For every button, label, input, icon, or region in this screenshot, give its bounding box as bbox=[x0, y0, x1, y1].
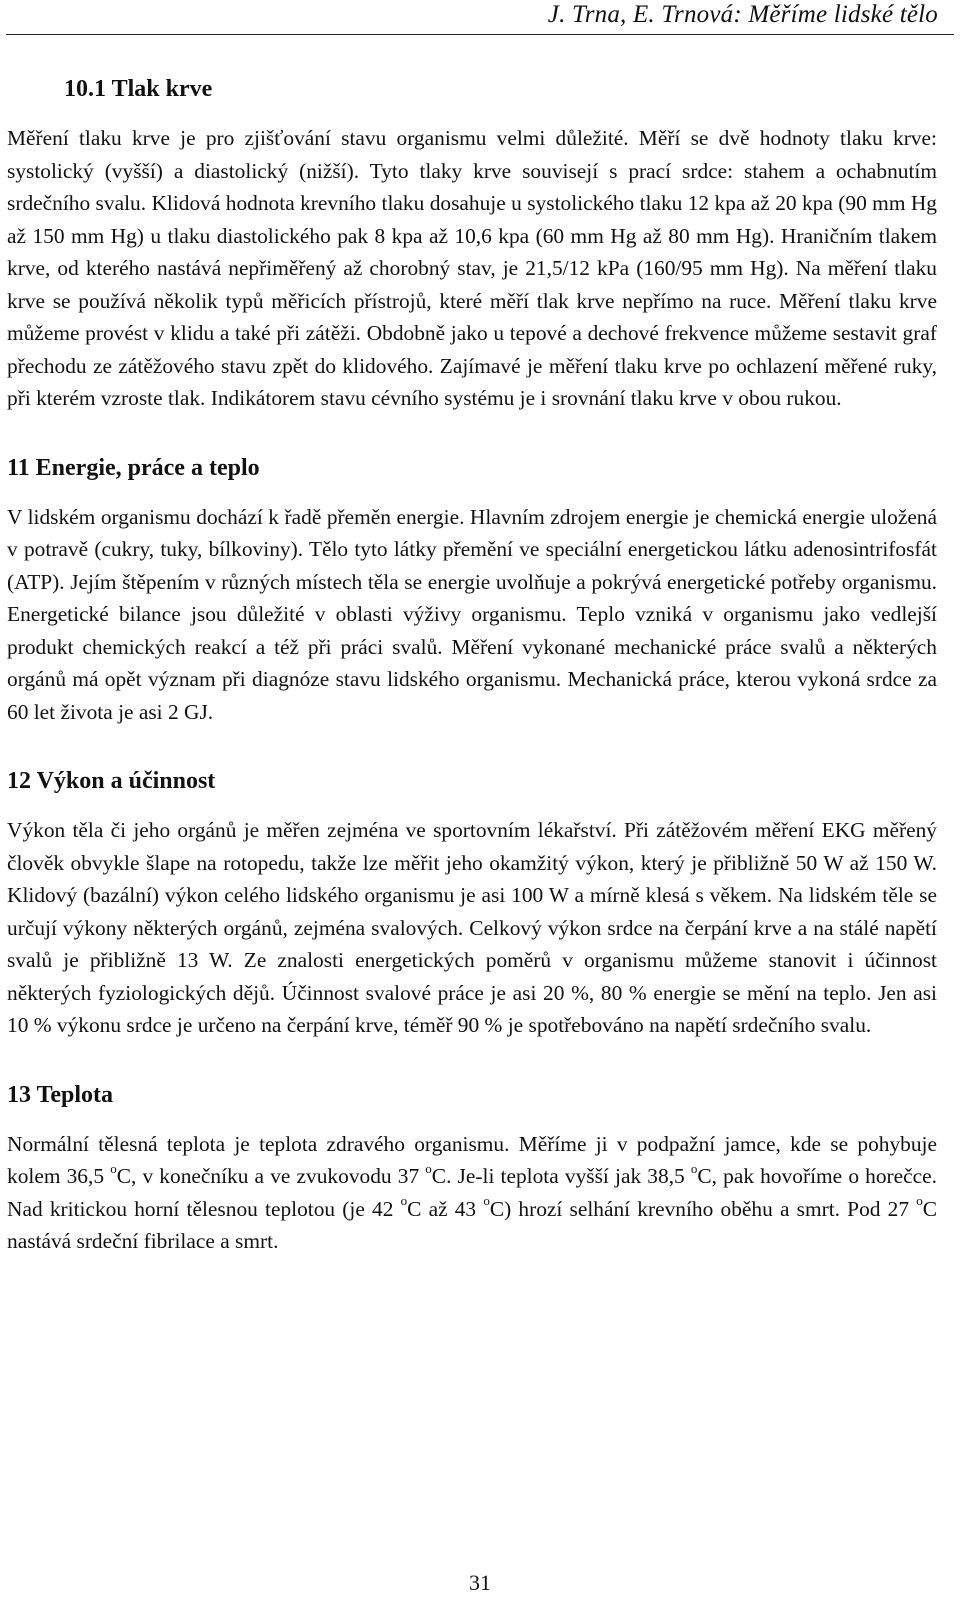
degree-mark: o bbox=[425, 1160, 432, 1176]
degree-mark: o bbox=[916, 1193, 923, 1209]
subsection-title-blood-pressure: 10.1 Tlak krve bbox=[64, 76, 213, 102]
paragraph-temperature bbox=[7, 1128, 937, 1258]
temperature-text-2: C, v konečníku a ve zvukovodu 37 bbox=[116, 1164, 426, 1188]
degree-mark: o bbox=[690, 1160, 698, 1176]
degree-mark: o bbox=[110, 1160, 117, 1176]
header-rule bbox=[6, 34, 954, 35]
section-title-temperature: 13 Teplota bbox=[7, 1081, 114, 1108]
temperature-text-3: C. Je-li teplota vyšší jak 38,5 bbox=[431, 1164, 691, 1188]
section-title-power: 12 Výkon a účinnost bbox=[7, 768, 216, 794]
temperature-text-5: C až 43 bbox=[407, 1196, 484, 1221]
temperature-text-4: C, pak hovoříme o horečce. Nad kritickou horní tělesnou teplotou (je 42 bbox=[7, 1164, 937, 1221]
temperature-text-1: Normální tělesná teplota je teplota zdravého organismu. Měříme ji v podpažní jamce, kde se pohybuje kolem 36,5 bbox=[7, 1131, 937, 1188]
page-content bbox=[7, 74, 937, 1258]
page-number: 31 bbox=[469, 1570, 491, 1595]
degree-mark: o bbox=[483, 1193, 490, 1209]
paragraph-blood-pressure: Měření tlaku krve je pro zjišťování stavu organismu velmi důležité. Měří se dvě hodnoty tlaku krve: systolický (vyšší) a diastolický (nižší). Tyto tlaky krve souvisejí s prací srdce: stahem a ochabnutím srdečního svalu. Klidová hodnota krevního tlaku dosahuje u systolického tlaku 12 kpa až 20 kpa (90 mm Hg až 150 mm Hg) u tlaku diastolického pak 8 kpa až 10,6 kpa (60 mm Hg až 80 mm Hg). Hraničním tlakem krve, od kterého nastává nepřiměřený až chorobný stav, je 21,5/12 kPa (160/95 mm Hg). Na měření tlaku krve se používá několik typů měřicích přístrojů, které měří tlak krve nepřímo na ruce. Měření tlaku krve můžeme provést v klidu a také při zátěži. Obdobně jako u tepové a dechové frekvence můžeme sestavit graf přechodu ze zátěžového stavu zpět do klidového. Zajímavé je měření tlaku krve po ochlazení měřené ruky, při kterém vzroste tlak. Indikátorem stavu cévního systému je i srovnání tlaku krve v obou rukou. bbox=[7, 126, 937, 410]
temperature-text-7: C nastává srdeční fibrilace a smrt. bbox=[7, 1196, 937, 1253]
degree-mark: o bbox=[400, 1193, 408, 1209]
running-header: J. Trna, E. Trnová: Měříme lidské tělo bbox=[547, 1, 938, 28]
paragraph-power: Výkon těla či jeho orgánů je měřen zejména ve sportovním lékařství. Při zátěžovém měření EKG měřený člověk obvykle šlape na rotopedu, takže lze měřit jeho okamžitý výkon, který je přibližně 50 W až 150 W. Klidový (bazální) výkon celého lidského organismu je asi 100 W a mírně klesá s věkem. Na lidském těle se určují výkony některých orgánů, zejména svalových. Celkový výkon srdce na čerpání krve a na stálé napětí svalů je přibližně 13 W. Ze znalosti energetických poměrů v organismu můžeme stanovit i účinnost některých fyziologických dějů. Účinnost svalové práce je asi 20 %, 80 % energie se mění na teplo. Jen asi 10 % výkonu srdce je určeno na čerpání krve, téměř 90 % je spotřebováno na napětí srdečního svalu. bbox=[7, 818, 937, 1037]
section-title-energy: 11 Energie, práce a teplo bbox=[7, 454, 260, 481]
paragraph-energy: V lidském organismu dochází k řadě přeměn energie. Hlavním zdrojem energie je chemická energie uložená v potravě (cukry, tuky, bílkoviny). Tělo tyto látky přemění ve speciální energetickou látku adenosintrifosfát (ATP). Jejím štěpením v různých místech těla se energie uvolňuje a pokrývá energetické potřeby organismu. Energetické bilance jsou důležité v oblasti výživy organismu. Teplo vzniká v organismu jako vedlejší produkt chemických reakcí a též při práci svalů. Měření vykonané mechanické práce svalů a některých orgánů má opět význam při diagnóze stavu lidského organismu. Mechanická práce, kterou vykoná srdce za 60 let života je asi 2 GJ. bbox=[7, 504, 937, 724]
temperature-text-6: C) hrozí selhání krevního oběhu a smrt. Pod 27 bbox=[489, 1196, 917, 1221]
